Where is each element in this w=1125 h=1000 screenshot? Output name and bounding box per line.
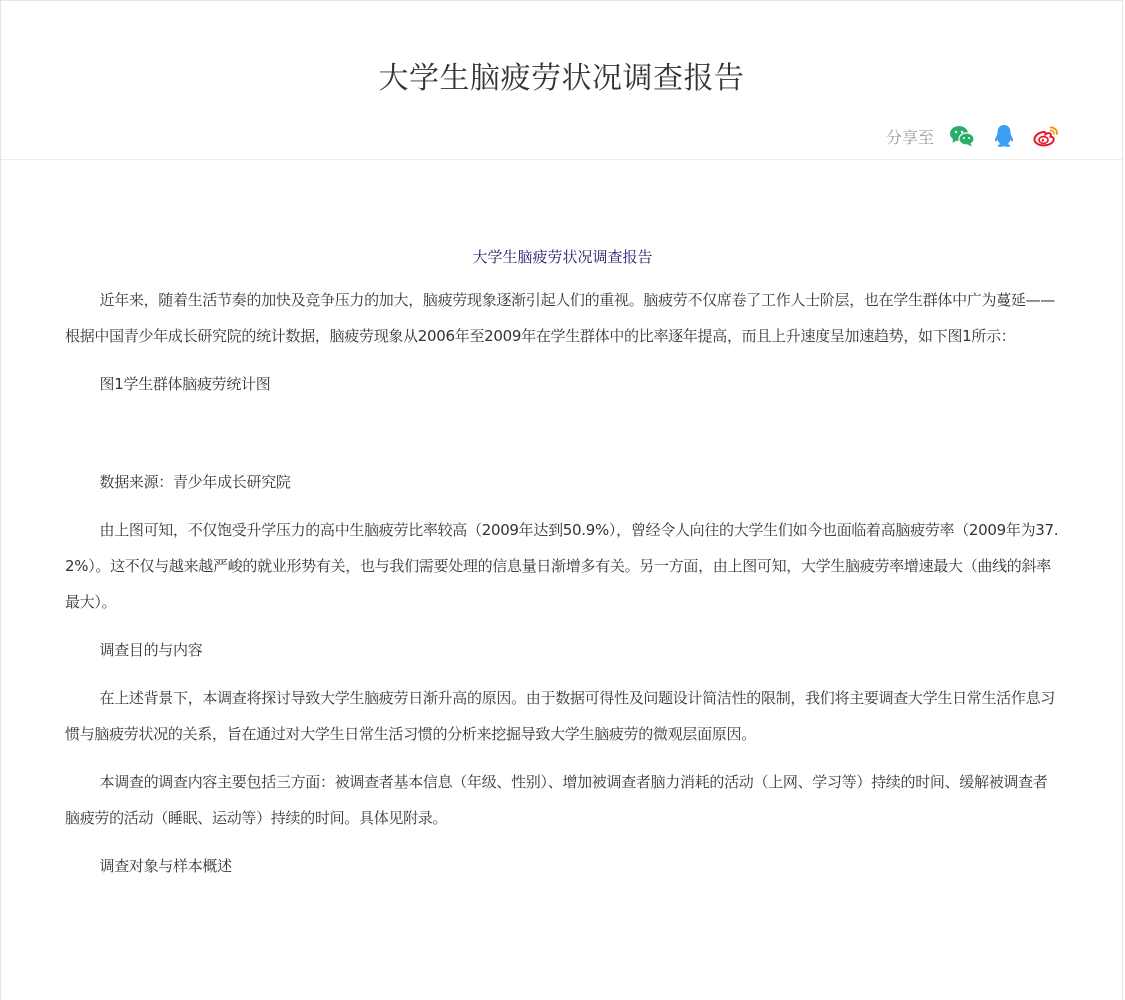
document-title: 大学生脑疲劳状况调查报告: [378, 61, 745, 96]
data-source: 数据来源：青少年成长研究院: [99, 473, 291, 491]
paragraph-content: 本调查的调查内容主要包括三方面：被调查者基本信息（年级、性别）、增加被调查者脑力消耗的活动（上网、学习等）持续的时间、缓解被调查者脑疲劳的活动（睡眠、运动等）持续的时间。具体见附录。: [65, 773, 1048, 827]
figure-caption: 图1学生群体脑疲劳统计图: [99, 375, 271, 393]
paragraph-intro: 近年来，随着生活节奏的加快及竞争压力的加大，脑疲劳现象逐渐引起人们的重视。脑疲劳不仅席卷了工作人士阶层，也在学生群体中广为蔓延——根据中国青少年成长研究院的统计数据，脑疲劳现象从2006年至2009年在学生群体中的比率逐年提高，而且上升速度呈加速趋势，如下图1所示：: [65, 291, 1056, 345]
article-body: [1, 242, 1122, 884]
document-header: [1, 1, 1122, 160]
paragraph-purpose: 在上述背景下，本调查将探讨导致大学生脑疲劳日渐升高的原因。由于数据可得性及问题设计简洁性的限制，我们将主要调查大学生日常生活作息习惯与脑疲劳状况的关系，旨在通过对大学生日常生活习惯的分析来挖掘导致大学生脑疲劳的微观层面原因。: [65, 689, 1056, 743]
paragraph-analysis: 由上图可知，不仅饱受升学压力的高中生脑疲劳比率较高（2009年达到50.9%），曾经令人向往的大学生们如今也面临着高脑疲劳率（2009年为37.2%）。这不仅与越来越严峻的就业形势有关，也与我们需要处理的信息量日渐增多有关。另一方面，由上图可知，大学生脑疲劳率增速最大（曲线的斜率最大）。: [65, 521, 1059, 611]
wechat-icon: [949, 125, 975, 147]
share-wechat-button[interactable]: [948, 122, 976, 150]
section-heading-purpose: 调查目的与内容: [99, 641, 203, 659]
weibo-icon: [1033, 125, 1059, 147]
share-qq-button[interactable]: [990, 122, 1018, 150]
section-heading-sample: 调查对象与样本概述: [99, 857, 232, 875]
share-weibo-button[interactable]: [1032, 122, 1060, 150]
share-bar: [886, 122, 1060, 150]
qq-icon: [993, 124, 1015, 148]
article-title: 大学生脑疲劳状况调查报告: [472, 248, 653, 266]
share-label: 分享至: [885, 127, 934, 147]
